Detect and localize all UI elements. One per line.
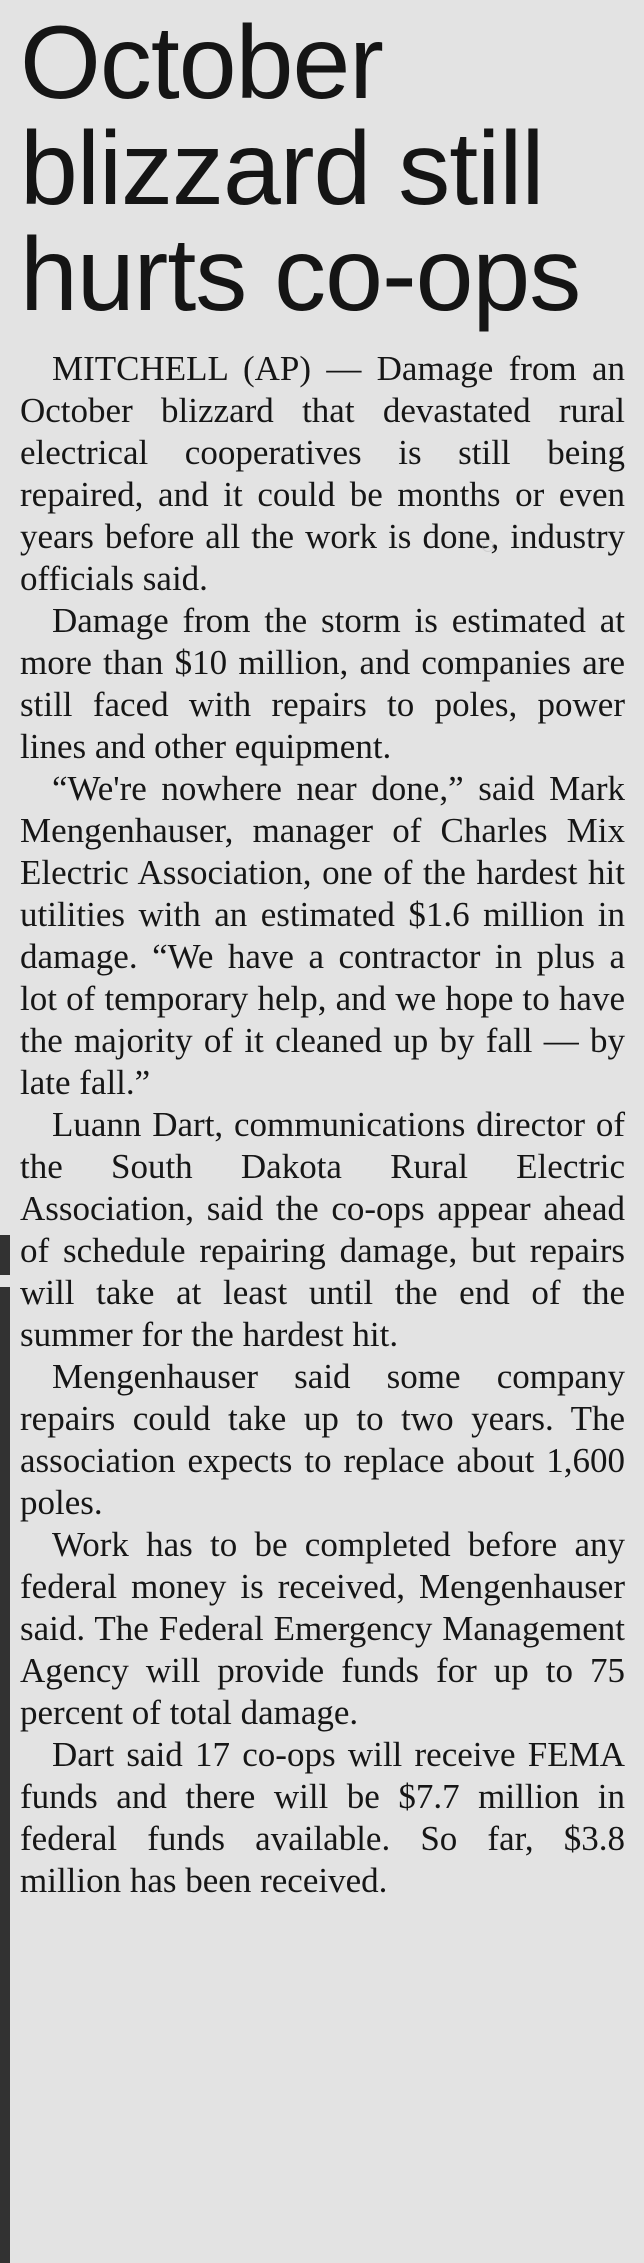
article-body — [20, 348, 625, 1902]
paragraph-2: Damage from the storm is estimated at more than $10 million, and companies are still faced with repairs to poles, power lines and other equipment. — [20, 601, 625, 766]
paragraph-7: Dart said 17 co-ops will receive FEMA funds and there will be $7.7 million in federal funds available. So far, $3.8 million has been received. — [20, 1735, 625, 1900]
paragraph-3: “We're nowhere near done,” said Mark Mengenhauser, manager of Charles Mix Electric Association, one of the hardest hit utilities with an estimated $1.6 million in damage. “We have a contractor in plus a lot of temporary help, and we hope to have the majority of it cleaned up by fall — by late fall.” — [20, 769, 625, 1102]
paragraph-5: Mengenhauser said some company repairs could take up to two years. The association expects to replace about 1,600 poles. — [20, 1357, 625, 1522]
paragraph-1: MITCHELL (AP) — Damage from an October blizzard that devastated rural electrical cooperatives is still being repaired, and it could be months or even years before all the work is done, industry officials said. — [20, 349, 625, 598]
paragraph-6: Work has to be completed before any federal money is received, Mengenhauser said. The Federal Emergency Management Agency will provide funds for up to 75 percent of total damage. — [20, 1525, 625, 1732]
left-column-rule — [0, 1235, 10, 2263]
print-speck — [482, 540, 494, 552]
headline: October blizzard still hurts co-ops — [20, 5, 581, 333]
paragraph-4: Luann Dart, communications director of the South Dakota Rural Electric Association, said the co-ops appear ahead of schedule repairing damage, but repairs will take at least until the end of the summer for the hardest hit. — [20, 1105, 625, 1354]
